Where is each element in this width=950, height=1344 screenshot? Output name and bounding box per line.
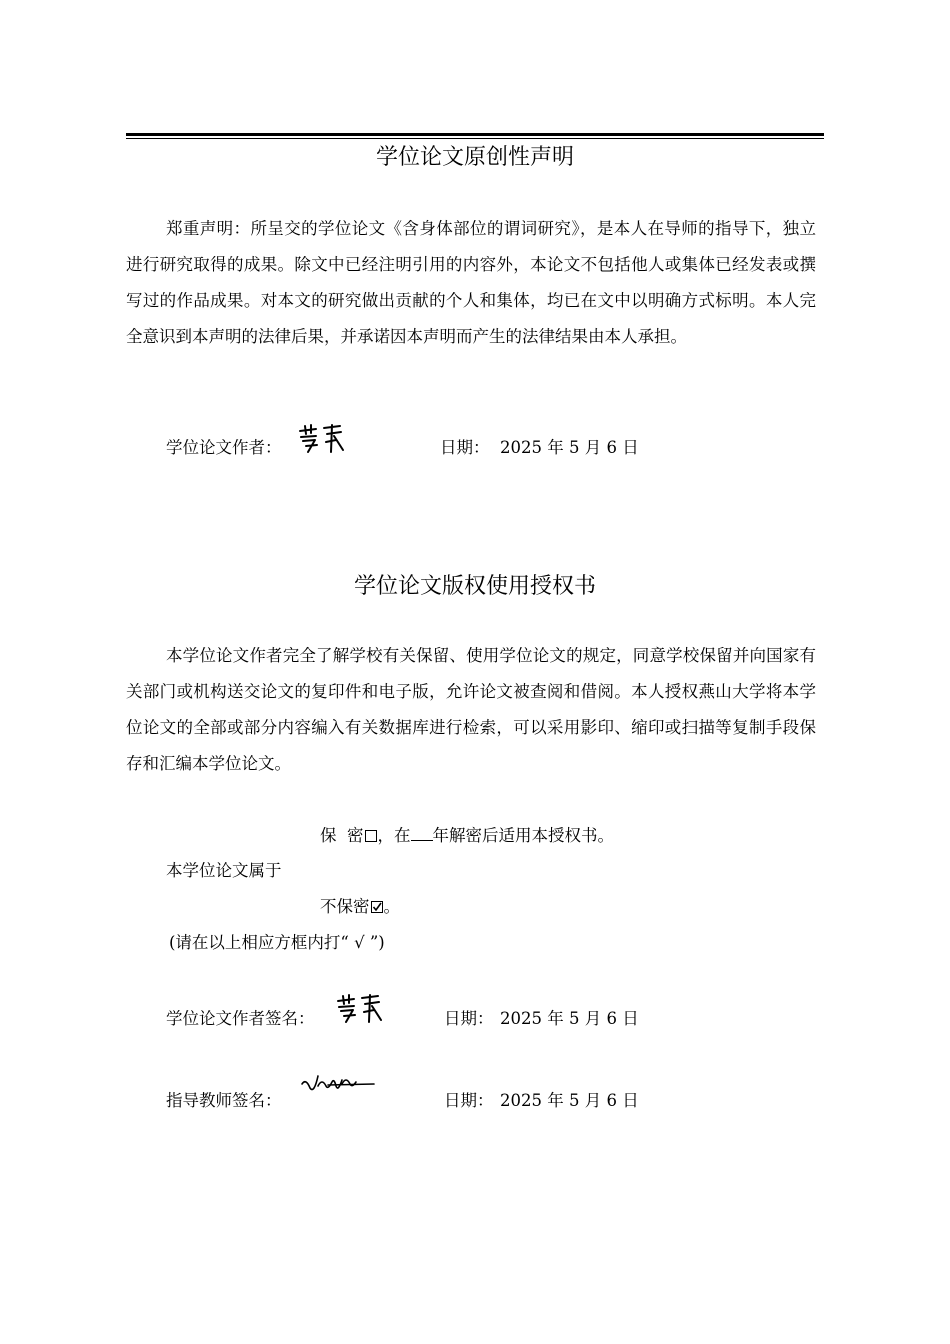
author-signature-1 bbox=[296, 422, 348, 456]
author-signature-2 bbox=[334, 992, 386, 1026]
checkmark-icon bbox=[372, 902, 382, 912]
secret-option bbox=[320, 824, 614, 848]
belongs-label: 本学位论文属于 bbox=[166, 861, 282, 880]
not-secret-checkbox[interactable] bbox=[371, 901, 383, 913]
advisor-date-label: 日期： bbox=[444, 1091, 494, 1110]
secret-years-blank[interactable] bbox=[411, 826, 433, 841]
authorization-body: 本学位论文作者完全了解学校有关保留、使用学位论文的规定，同意学校保留并向国家有关部门或机构送交论文的复印件和电子版，允许论文被查阅和借阅。本人授权燕山大学将本学位论文的全部或部分内容编入有关数据库进行检索，可以采用影印、缩印或扫描等复制手段保存和汇编本学位论文。 bbox=[126, 646, 816, 773]
authorization-title: 学位论文版权使用授权书 bbox=[353, 574, 596, 599]
not-secret-option bbox=[320, 895, 400, 919]
declaration-author-label: 学位论文作者： bbox=[166, 438, 282, 457]
author-date-value: 2025 年 5 月 6 日 bbox=[500, 1009, 639, 1028]
advisor-signature bbox=[298, 1068, 378, 1098]
declaration-date-value: 2025 年 5 月 6 日 bbox=[500, 438, 639, 457]
advisor-date-value: 2025 年 5 月 6 日 bbox=[500, 1091, 639, 1110]
not-secret-suffix: 。 bbox=[383, 897, 400, 916]
declaration-body: 郑重声明：所呈交的学位论文《含身体部位的谓词研究》，是本人在导师的指导下，独立进行研究取得的成果。除文中已经注明引用的内容外，本论文不包括他人或集体已经发表或撰写过的作品成果。对本文的研究做出贡献的个人和集体，均已在文中以明确方式标明。本人完全意识到本声明的法律后果，并承诺因本声明而产生的法律结果由本人承担。 bbox=[126, 219, 816, 346]
declaration-title: 学位论文原创性声明 bbox=[375, 145, 574, 170]
author-sign-label: 学位论文作者签名： bbox=[166, 1009, 315, 1028]
secret-label: 保 密 bbox=[320, 826, 364, 845]
not-secret-label: 不保密 bbox=[320, 897, 370, 916]
declaration-date-label: 日期： bbox=[440, 438, 490, 457]
author-date-label: 日期： bbox=[444, 1009, 494, 1028]
secret-suffix-1: ，在 bbox=[377, 826, 411, 845]
checkbox-instruction: (请在以上相应方框内打“ √ ”) bbox=[169, 933, 385, 952]
header-rule-thin bbox=[126, 138, 824, 139]
secret-suffix-2: 年解密后适用本授权书。 bbox=[432, 826, 614, 845]
advisor-sign-label: 指导教师签名： bbox=[166, 1091, 282, 1110]
header-rule-thick bbox=[126, 133, 824, 136]
secret-checkbox[interactable] bbox=[365, 830, 377, 842]
